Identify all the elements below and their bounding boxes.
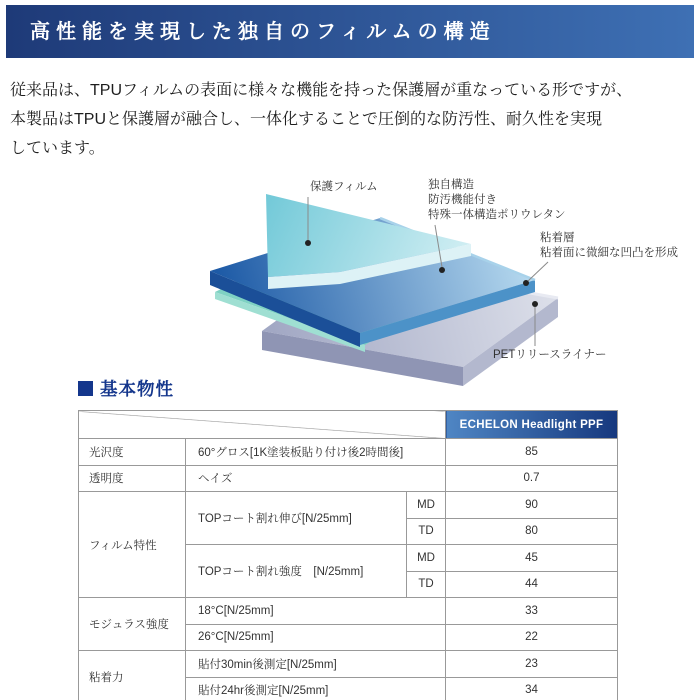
value-cell: 45 [446, 545, 618, 572]
direction-cell: TD [407, 571, 446, 598]
intro-line-1: 従来品は、TPUフィルムの表面に様々な機能を持った保護層が重なっている形ですが、 [10, 82, 633, 99]
direction-cell: MD [407, 545, 446, 572]
item-cell: TOPコート割れ伸び[N/25mm] [186, 492, 407, 545]
pointer-dot [305, 240, 311, 246]
section-heading [78, 376, 174, 401]
value-cell: 22 [446, 624, 618, 651]
category-cell: 光沢度 [79, 439, 186, 466]
category-cell: フィルム特性 [79, 492, 186, 598]
pointer-dot [523, 280, 529, 286]
item-cell: TOPコート割れ強度 [N/25mm] [186, 545, 407, 598]
item-cell: 26°C[N/25mm] [186, 624, 446, 651]
item-cell: 貼付30min後測定[N/25mm] [186, 651, 446, 678]
table-row [79, 651, 618, 678]
pointer-dot [439, 267, 445, 273]
table-row [79, 465, 618, 492]
item-cell: 貼付24hr後測定[N/25mm] [186, 677, 446, 700]
value-cell: 33 [446, 598, 618, 625]
category-cell: 透明度 [79, 465, 186, 492]
product-header-cell: ECHELON Headlight PPF [446, 411, 618, 439]
value-cell: 34 [446, 677, 618, 700]
table-row [79, 492, 618, 519]
section-title: 基本物性 [100, 379, 174, 399]
heading-square-icon [78, 381, 93, 396]
value-cell: 44 [446, 571, 618, 598]
pet-liner-text: PETリリースライナー [493, 349, 607, 361]
intro-line-3: しています。 [10, 140, 105, 157]
diagonal-header-cell [79, 411, 446, 439]
category-cell: モジュラス強度 [79, 598, 186, 651]
value-cell: 80 [446, 518, 618, 545]
intro-line-2: 本製品はTPUと保護層が融合し、一体化することで圧倒的な防汚性、耐久性を実現 [10, 111, 603, 128]
item-cell: 60°グロス[1K塗装板貼り付け後2時間後] [186, 439, 446, 466]
value-cell: 85 [446, 439, 618, 466]
item-cell: 18°C[N/25mm] [186, 598, 446, 625]
item-cell: ヘイズ [186, 465, 446, 492]
label-adhesive-layer [523, 230, 678, 286]
table-row [79, 439, 618, 466]
unique-structure-line1: 独自構造 [428, 179, 474, 191]
unique-structure-line2: 防汚機能付き [428, 194, 497, 206]
banner-title: 高性能を実現した独自のフィルムの構造 [30, 21, 496, 43]
category-cell: 粘着力 [79, 651, 186, 700]
protective-film-text: 保護フィルム [310, 181, 378, 193]
adhesive-layer-line1: 粘着層 [540, 232, 575, 244]
direction-cell: MD [407, 492, 446, 519]
value-cell: 23 [446, 651, 618, 678]
value-cell: 90 [446, 492, 618, 519]
value-cell: 0.7 [446, 465, 618, 492]
table-row [79, 598, 618, 625]
unique-structure-line3: 特殊一体構造ポリウレタン [428, 209, 566, 221]
direction-cell: TD [407, 518, 446, 545]
table-header-row [79, 411, 618, 439]
basic-properties-table [78, 410, 618, 700]
pointer-dot [532, 301, 538, 307]
adhesive-layer-line2: 粘着面に微細な凹凸を形成 [540, 247, 678, 259]
